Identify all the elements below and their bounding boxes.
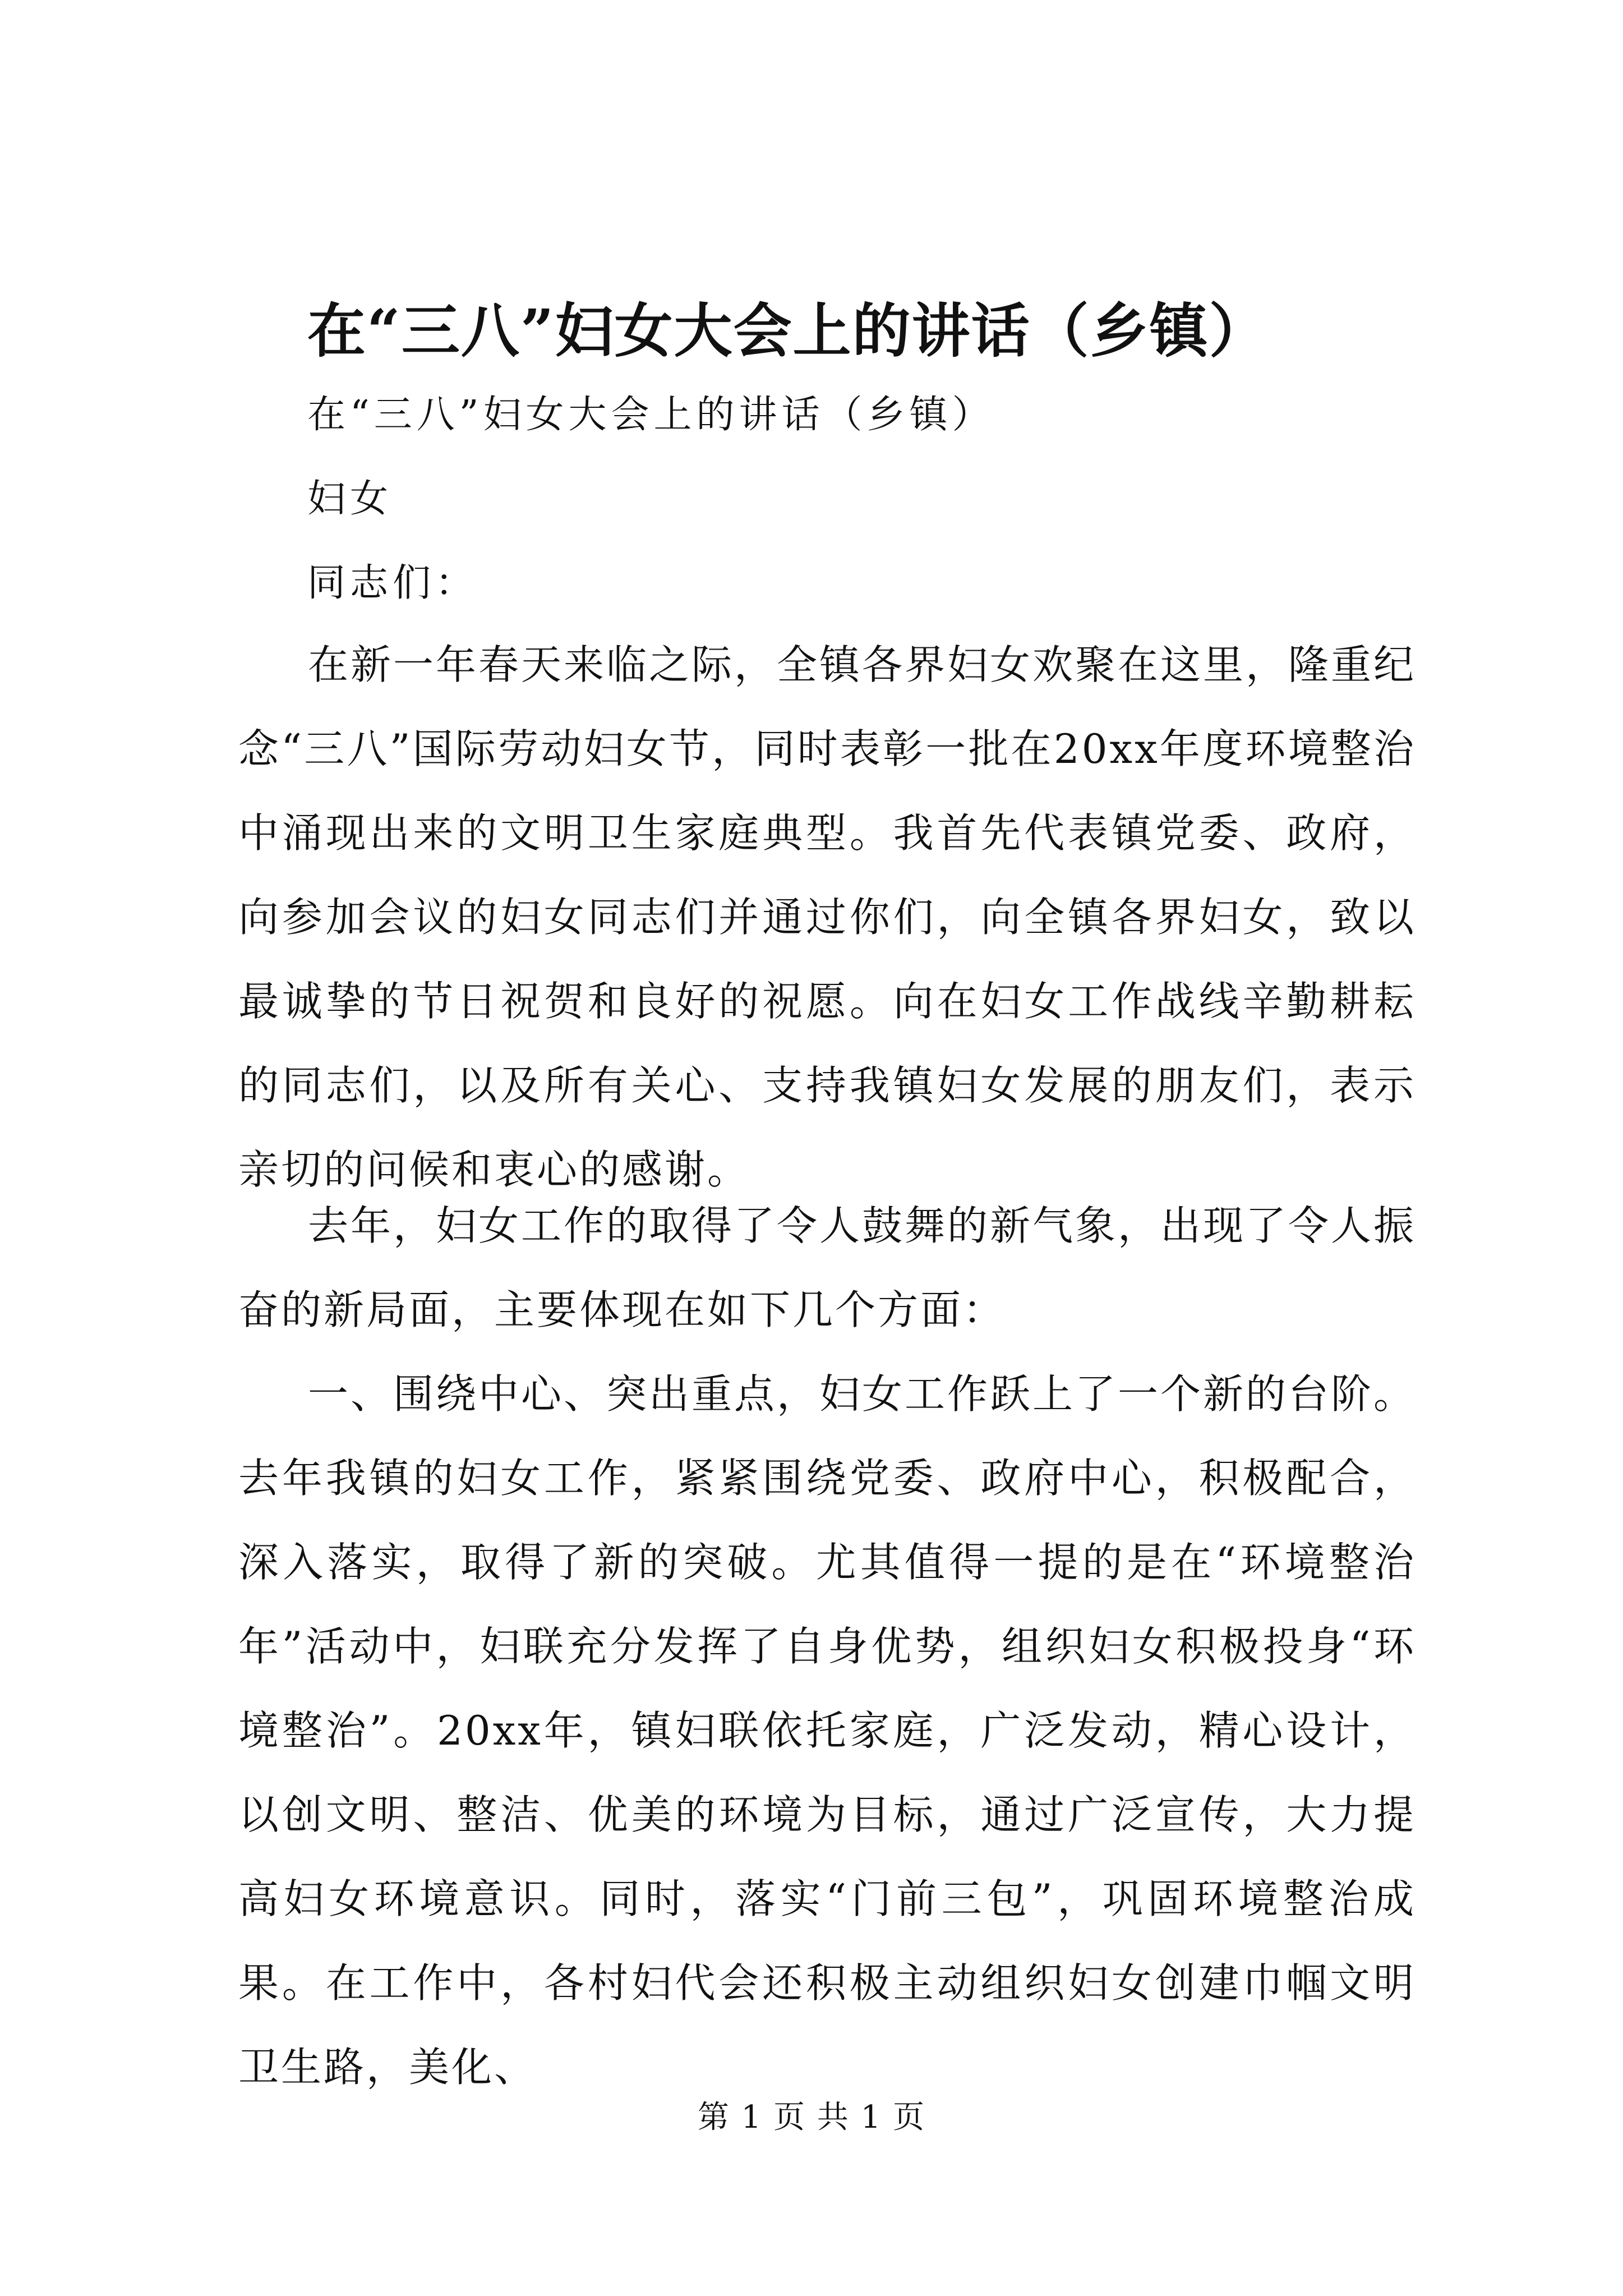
paragraph-2: 去年，妇女工作的取得了令人鼓舞的新气象，出现了令人振奋的新局面，主要体现在如下几个方面： bbox=[238, 1202, 1417, 1333]
page-footer: 第 1 页 共 1 页 bbox=[697, 2099, 926, 2136]
salutation: 同志们： bbox=[307, 561, 478, 605]
document-title: 在“三八”妇女大会上的讲话（乡镇） bbox=[307, 296, 1269, 365]
paragraph-1: 在新一年春天来临之际，全镇各界妇女欢聚在这里，隆重纪念“三八”国际劳动妇女节，同时表彰一批在20xx年度环境整治中涌现出来的文明卫生家庭典型。我首先代表镇党委、政府，向参加会议的妇女同志们并通过你们，向全镇各界妇女，致以最诚挚的节日祝贺和良好的祝愿。向在妇女工作战线辛勤耕耘的同志们，以及所有关心、支持我镇妇女发展的朋友们，表示亲切的问候和衷心的感谢。 bbox=[238, 641, 1417, 1193]
document-category: 妇女 bbox=[307, 477, 393, 521]
document-subtitle: 在“三八”妇女大会上的讲话（乡镇） bbox=[307, 393, 995, 437]
paragraph-3: 一、围绕中心、突出重点，妇女工作跃上了一个新的台阶。去年我镇的妇女工作，紧紧围绕党委、政府中心，积极配合，深入落实，取得了新的突破。尤其值得一提的是在“环境整治年”活动中，妇联充分发挥了自身优势，组织妇女积极投身“环境整治”。20xx年，镇妇联依托家庭，广泛发动，精心设计，以创文明、整洁、优美的环境为目标，通过广泛宣传，大力提高妇女环境意识。同时，落实“门前三包”，巩固环境整治成果。在工作中，各村妇代会还积极主动组织妇女创建巾帼文明卫生路，美化、 bbox=[238, 1370, 1417, 2091]
